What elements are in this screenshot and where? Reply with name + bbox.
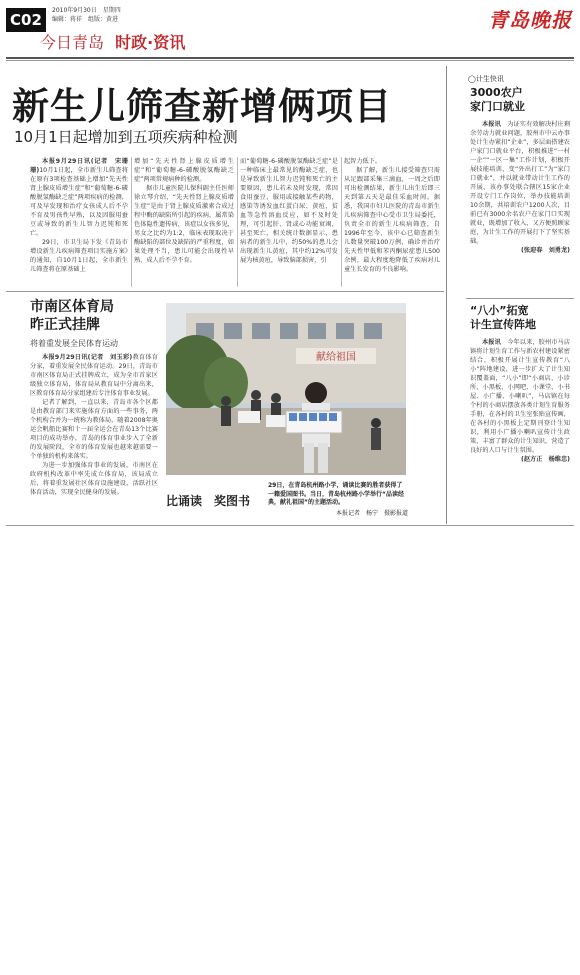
circle-icon: ◯ — [468, 75, 476, 83]
sidebar-top-body — [470, 120, 570, 255]
paragraph: 而“葡萄糖-6-磷酸脱氢酶缺乏症”是一种临床上最常见的酶缺乏症，也是导致新生儿智力迟钝和死亡的主要原因，患儿若未及时发现，常因食用蚕豆、服用或接触某些药物，感染等诱发血红蛋白尿、黄疸，贫血等急性溶血反应，如不及时处理，可引起肝、肾或心功能衰竭，甚至死亡，相关统计数据显示，患病者的新生儿中，约50%的患儿会出现新生儿黄疸，其中约12%可发展为核黄疸，导致脑部损害，引 — [240, 158, 338, 264]
story2-subtitle: 将着重发展全民体育运动 — [30, 339, 118, 348]
page-code: C02 — [6, 8, 46, 32]
editors-line: 编辑：蒋祥 组版：黄进 — [52, 16, 119, 23]
caption-text: 29日，在青岛杭州路小学，诵读比赛的胜者获得了一籍爱国图书。当日，青岛杭州路小学举行“品读经典，献礼祖国”的主题活动。 — [268, 482, 404, 506]
sidebar-rule — [466, 298, 574, 299]
paragraph: 据了解，新生儿接受筛查只需从足跟部采集三滴血，一周之后即可出检测结果，新生儿出生后即三天到第五天是最佳采血时间。据悉，我国市妇儿医院的青岛市新生儿疾病筛查中心受市卫生局委托，负责全市的新生儿疾病筛查，自1996年至今，该中心已筛查新生儿数量突破100万例，确诊并治疗先天性甲低和苯丙酮尿症患儿500余例，最大程度地降低了疾病对儿童生长发育的不良影响。 — [344, 167, 440, 273]
lead-column-4 — [344, 157, 440, 274]
title-line: 市南区体育局 — [30, 299, 114, 315]
title-line: 家门口就业 — [470, 100, 525, 113]
lead-column-1 — [30, 157, 128, 274]
issue-date: 2010年9月30日 星期四 — [52, 7, 121, 14]
photo-caption — [268, 482, 408, 518]
paragraph: 起智力低下。 — [344, 158, 382, 165]
photo-credit: 本报记者 杨宁 摄影报道 — [335, 509, 408, 517]
paragraph: 记者了解到，一直以来，青岛市各个区都是由教育部门来实施体育方面的一些事务，两个机构合并为一统称为教体局，随着2008年奥运会帆船比赛和十一届全运会在青岛13个比赛项目的成功举办，青岛的体育事业步入了全新的发展阶段，全市的体育发展也越来越需要一个单独的机构来落实。 — [30, 399, 158, 460]
section-header — [40, 30, 185, 53]
column-divider — [237, 157, 238, 287]
title-line: 3000农户 — [470, 86, 523, 99]
story2-title — [30, 298, 114, 334]
lead-column-2 — [134, 157, 234, 265]
title-line: 昨正式挂牌 — [30, 317, 100, 333]
section-name: 时政·资讯 — [115, 33, 186, 52]
wall-text: 献给祖国 — [316, 352, 356, 363]
byline: 本报讯 — [482, 339, 501, 346]
photo-promo-title: 比诵读 奖图书 — [166, 494, 251, 508]
news-photo — [166, 303, 406, 475]
sidebar-divider — [446, 66, 447, 524]
lead-column-3 — [240, 157, 338, 265]
credit: (赵方正 杨维忠) — [521, 456, 570, 463]
paragraph: 为进一步加强体育事业的发展，市南区在政府机构改革中率先成立体育局，该局成立后，将着重发展社区体育设施建设，活跃社区体育活动，实现全民健身的发展。 — [30, 462, 158, 496]
credit: (张迎春 刘勇龙) — [521, 247, 570, 254]
paragraph: 据市儿童医院儿保科副主任医师徐立琴介绍，“先天性肾上腺皮质增生症”是由于肾上腺皮质激素合成过程中酶的缺陷所引起的疾病，属常染色体隐性遗传病，该症以女孩多见，男女之比约为1:2，临床表现取决于酶缺陷的部位及缺陷的严重程度，如果处理不当，患儿可能会出现性早熟，成人后不孕不育。 — [134, 185, 234, 264]
section-rule — [6, 291, 444, 292]
sidebar-bottom-title — [470, 304, 536, 332]
byline: 本报9月29日讯(记者 宋珊珊) — [30, 158, 128, 174]
byline: 本报9月29日讯(记者 刘玉彩) — [42, 354, 133, 361]
section-city: 今日青岛 — [40, 33, 105, 52]
paragraph: 教育体育分家，着重发展全民体育运动。29日，青岛市市南区体育局正式挂牌成立，成为全市首家区级独立体育局，体育局从教育局中分离出来，区教育体育局分家组建后专注体育事业发展。 — [30, 354, 158, 397]
lead-headline: 新生儿筛查新增俩项目 — [12, 85, 392, 128]
paragraph: 10月1日起，全市新生儿筛查将在原有3项检查基础上增加“先天性肾上腺皮质增生症”和“葡萄糖-6-磷酸脱氢酶缺乏症”两项疾病的检测，可及早发现和治疗女孩成人后不孕不育及男孩性早熟，以及因服用蚕豆或导致的新生儿智力迟钝和死亡。 — [30, 167, 129, 237]
title-line: 计生宣传阵地 — [470, 318, 536, 331]
paragraph: 为证实有效解决村庄剩余劳动力就业问题，胶州市中云办事处计生办紧扣“企业”，多层面搭建农户家门口就业平台，积极推进“一村一企”“一区一集”工作计划，积极开展技能培训，变“外出打工”为“家门口就业”，并以就业带动计生工作的开展，该办事处联合辖区15家企业开设专门工作岗位，举办技能培训10余期，共培训农户1200人次，目前已有3000余名农户在家门口实现就业，既增加了收入，又方便照顾家庭，为计生工作的开展打下了坚实基础。 — [470, 121, 571, 245]
column-divider — [341, 157, 342, 287]
sidebar-top-title — [470, 86, 525, 114]
story2-body — [30, 353, 158, 497]
title-line: “八小”拓宽 — [470, 304, 529, 317]
paragraph: 29日，市卫生局下发《青岛市增设新生儿疾病筛查项目实施方案》的通知，自10月1日起，全市新生儿筛查将在原基础上 — [30, 239, 128, 273]
masthead-rule — [6, 57, 574, 59]
paragraph: 今年以来，胶州市马店镇将计划生育工作与新农村建设紧密结合，积极开展计生宣传教育“八小”阵地建设，进一步扩大了计生知识覆盖面，“八小”即“小商店、小诊所、小黑板、小网吧、小课堂、小书屋、小广播、小喇叭”，马店镇在每个村的小商店摆放各类计划生育服务手册，在各村的卫生室张贴宣传画，在各村的小黑板上定期刊登计生知识，利用小广播小喇叭宣传计生政策，丰富了群众的计生知识，营造了良好的人口与计生氛围。 — [470, 339, 571, 454]
column-divider — [131, 157, 132, 287]
byline: 本报讯 — [482, 121, 501, 128]
lead-subhead: 10月1日起增加到五项疾病种检测 — [14, 128, 238, 146]
sidebar-label: ◯计生快讯 — [468, 75, 504, 83]
paper-logo: 青岛晚报 — [488, 8, 572, 32]
masthead-rule-thin — [6, 60, 574, 61]
photo-illustration — [166, 303, 406, 475]
paragraph: 增加“先天性肾上腺皮质增生症”和“葡萄糖-6-磷酸脱氢酶缺乏症”两项常规病种的检测。 — [134, 158, 234, 183]
sidebar-bottom-body — [470, 338, 570, 464]
bottom-rule — [6, 525, 574, 526]
